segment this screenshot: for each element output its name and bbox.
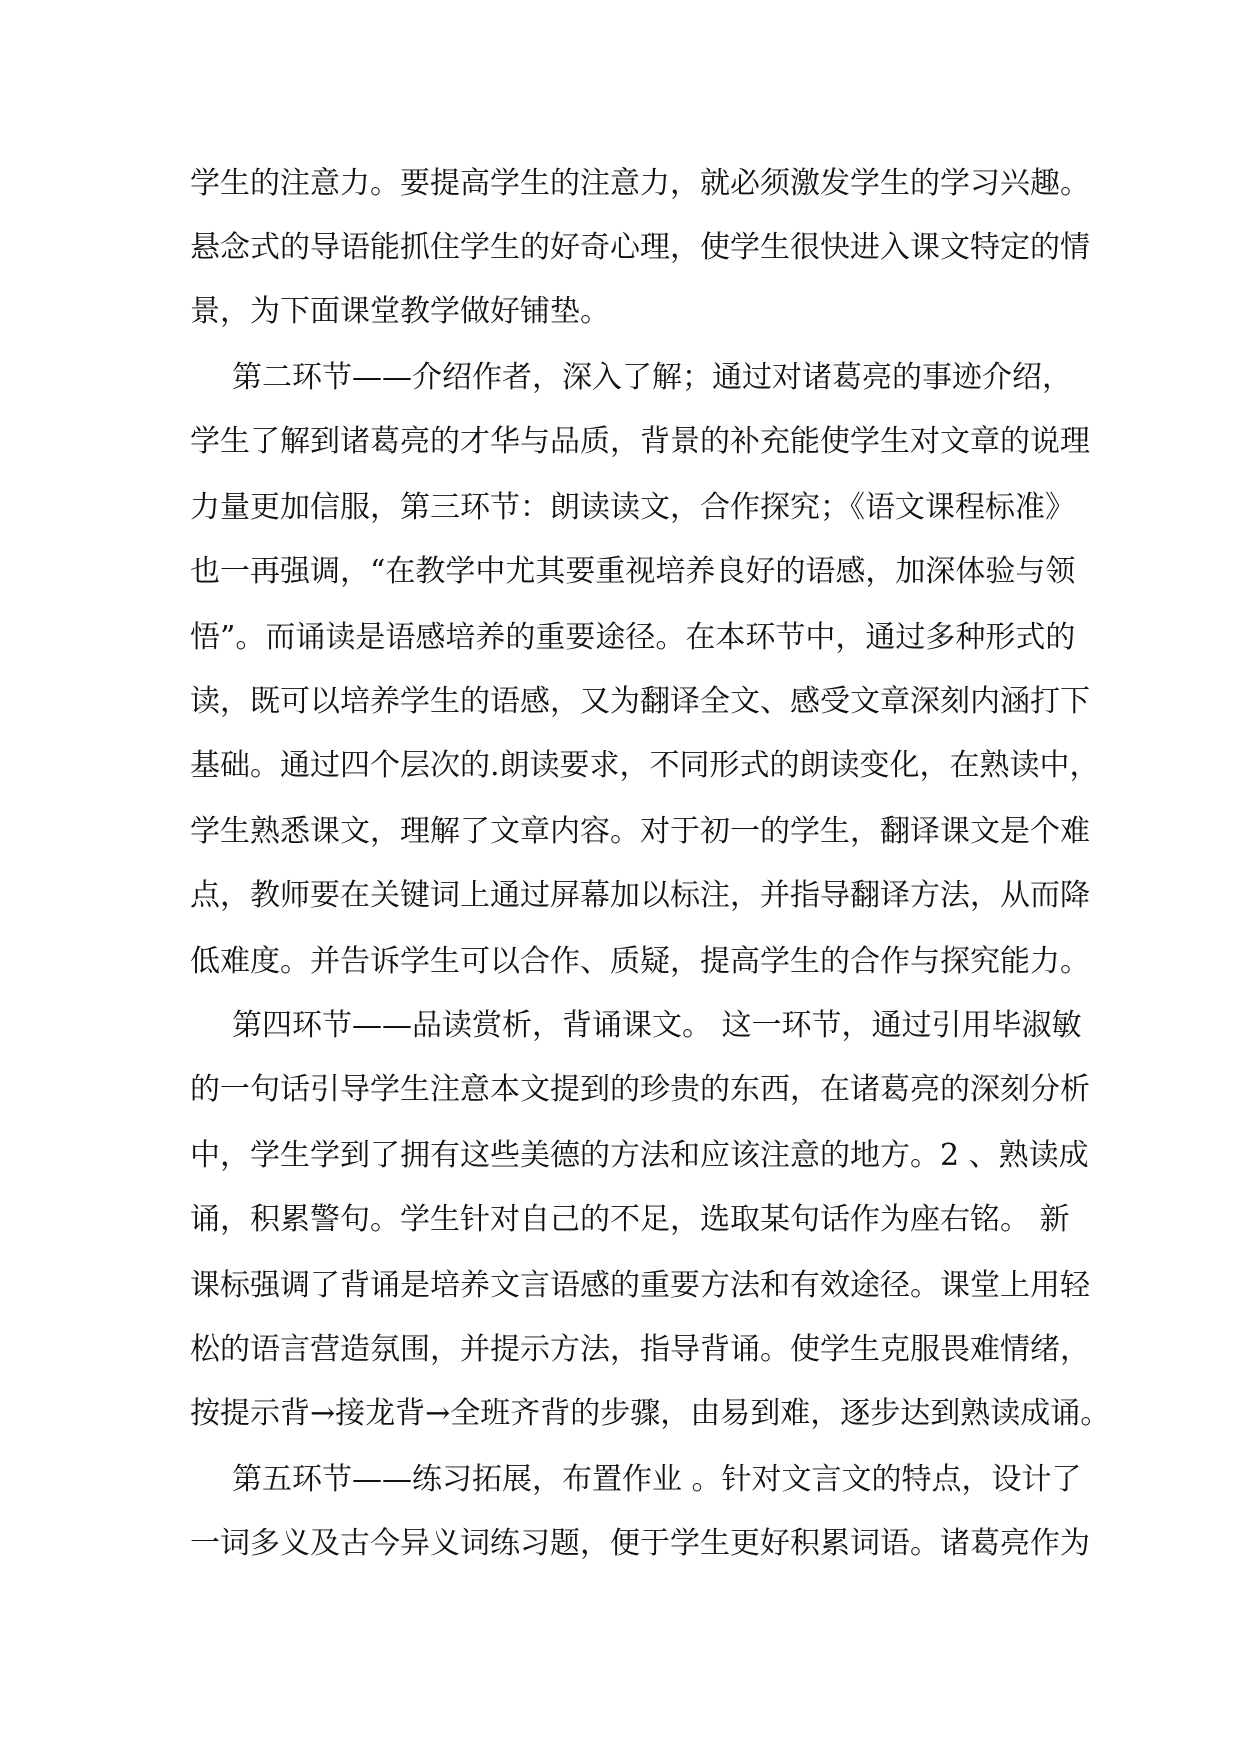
text-line: 的一句话引导学生注意本文提到的珍贵的东西，在诸葛亮的深刻分析 — [190, 1072, 1090, 1107]
text-line: 读，既可以培养学生的语感，又为翻译全文、感受文章深刻内涵打下 — [190, 684, 1090, 719]
text-line: 诵，积累警句。学生针对自己的不足，选取某句话作为座右铭。 新 — [190, 1202, 1070, 1237]
text-line: 低难度。并告诉学生可以合作、质疑，提高学生的合作与探究能力。 — [190, 944, 1090, 979]
text-line: 悬念式的导语能抓住学生的好奇心理，使学生很快进入课文特定的情 — [190, 230, 1090, 265]
text-line: 也一再强调，“在教学中尤其要重视培养良好的语感，加深体验与领 — [190, 554, 1076, 589]
text-line: 悟”。而诵读是语感培养的重要途径。在本环节中，通过多种形式的 — [190, 620, 1076, 655]
text-line: 中，学生学到了拥有这些美德的方法和应该注意的地方。2 、熟读成 — [190, 1138, 1089, 1173]
text-line: 松的语言营造氛围，并提示方法，指导背诵。使学生克服畏难情绪， — [190, 1332, 1090, 1367]
paragraph-first-line: 第五环节——练习拓展，布置作业 。针对文言文的特点，设计了 — [232, 1462, 1082, 1497]
text-line: 景，为下面课堂教学做好铺垫。 — [190, 294, 610, 329]
text-line: 点，教师要在关键词上通过屏幕加以标注，并指导翻译方法，从而降 — [190, 878, 1090, 913]
text-line: 基础。通过四个层次的.朗读要求，不同形式的朗读变化，在熟读中， — [190, 748, 1100, 783]
paragraph-first-line: 第四环节——品读赏析，背诵课文。 这一环节，通过引用毕淑敏 — [232, 1008, 1082, 1043]
text-line: 力量更加信服，第三环节：朗读读文，合作探究；《语文课程标准》 — [190, 490, 1075, 525]
text-line: 一词多义及古今异义词练习题，便于学生更好积累词语。诸葛亮作为 — [190, 1526, 1090, 1561]
text-line: 学生了解到诸葛亮的才华与品质，背景的补充能使学生对文章的说理 — [190, 424, 1090, 459]
text-line: 按提示背→接龙背→全班齐背的步骤，由易到难，逐步达到熟读成诵。 — [190, 1396, 1111, 1431]
text-line: 学生熟悉课文，理解了文章内容。对于初一的学生，翻译课文是个难 — [190, 814, 1090, 849]
paragraph-first-line: 第二环节——介绍作者，深入了解；通过对诸葛亮的事迹介绍， — [232, 360, 1072, 395]
text-line: 学生的注意力。要提高学生的注意力，就必须激发学生的学习兴趣。 — [190, 166, 1090, 201]
text-line: 课标强调了背诵是培养文言语感的重要方法和有效途径。课堂上用轻 — [190, 1268, 1090, 1303]
